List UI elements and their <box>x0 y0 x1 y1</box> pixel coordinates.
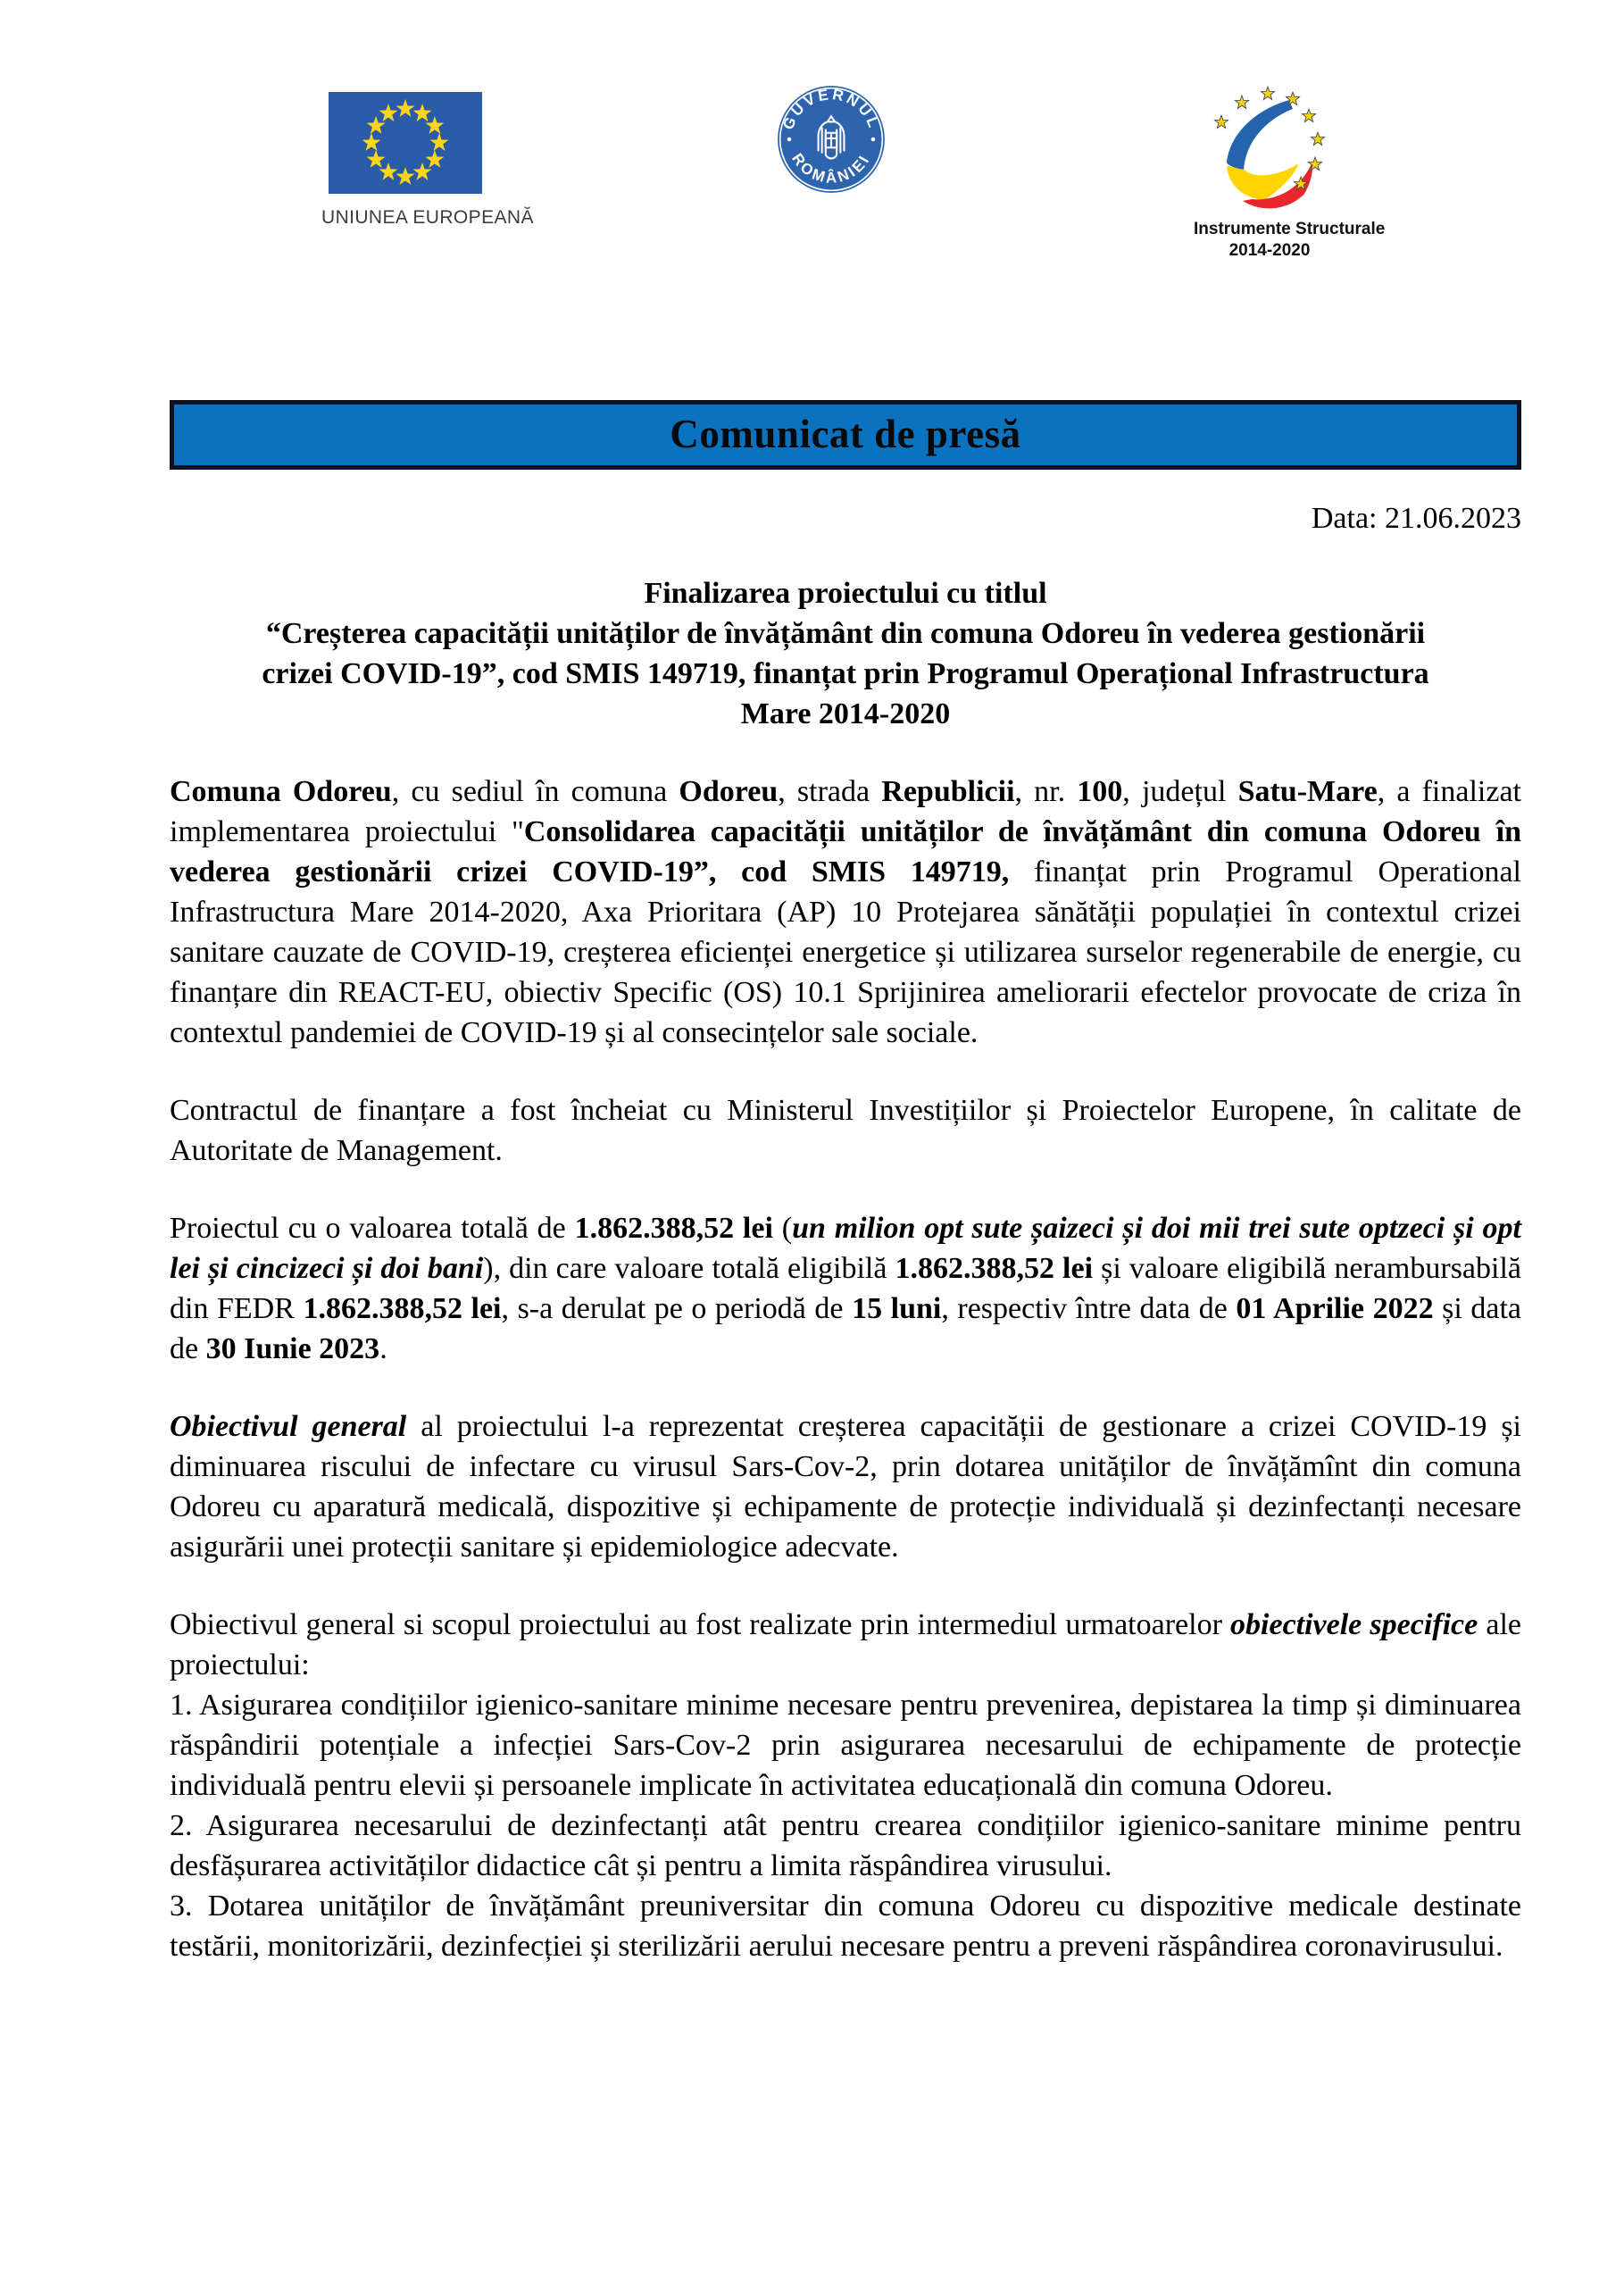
eu-flag-icon <box>329 92 482 194</box>
paragraph-contract: Contractul de finanțare a fost încheiat cu Ministerul Investițiilor și Proiectelor Europene, în calitate de Autoritate de Management. <box>170 1094 1521 1167</box>
structural-instruments-caption <box>1194 219 1386 262</box>
press-release-banner <box>170 400 1521 470</box>
document-title-line-2: “Creșterea capacității unităților de învățământ din comuna Odoreu în vederea gestionării <box>265 617 1426 650</box>
government-seal-logo <box>776 83 887 200</box>
structural-instruments-caption-line2: 2014-2020 <box>1228 240 1311 260</box>
structural-instruments-logo <box>1194 86 1386 262</box>
objective-item-2: 2. Asigurarea necesarului de dezinfectanți atât pentru crearea condițiilor igienico-sanitare minime pentru desfășurarea activităților didactice cât și pentru a limita răspândirea virusului. <box>170 1809 1521 1882</box>
banner-title: Comunicat de presă <box>670 412 1021 456</box>
document-title <box>170 573 1521 734</box>
objective-item-1: 1. Asigurarea condițiilor igienico-sanitare minime necesare pentru prevenirea, depistarea la timp și diminuarea răspândirii potențiale a infecției Sars-Cov-2 prin asigurarea necesarului de echipamente de protecție individuală pentru elevii și persoanele implicate în activitatea educațională din comuna Odoreu. <box>170 1689 1521 1802</box>
paragraph-general-objective: Obiectivul general al proiectului l-a reprezentat creșterea capacității de gestionare a crizei COVID-19 și diminuarea riscului de infectare cu virusul Sars-Cov-2, prin dotarea unităților de învățămînt din comuna Odoreu cu aparatură medicală, dispozitive și echipamente de protecție individuală și dezinfectanți necesare asigurării unei protecții sanitare și epidemiologice adecvate. <box>170 1410 1522 1564</box>
structural-instruments-caption-line1: Instrumente Structurale <box>1194 220 1386 238</box>
objective-item-3: 3. Dotarea unităților de învățământ preuniversitar din comuna Odoreu cu dispozitive medicale destinate testării, monitorizării, dezinfecției și sterilizării aerului necesare pentru a preveni răspândirea coronavirusului. <box>170 1890 1521 1963</box>
eu-flag-logo <box>321 92 534 229</box>
document-title-line-1: Finalizarea proiectului cu titlul <box>644 577 1047 610</box>
document-title-line-3: crizei COVID-19”, cod SMIS 149719, finanțat prin Programul Operațional Infrastructura <box>262 657 1429 690</box>
eu-flag-caption: UNIUNEA EUROPEANĂ <box>321 207 534 228</box>
document-title-line-4: Mare 2014-2020 <box>740 697 951 730</box>
paragraph-beneficiary: Comuna Odoreu, cu sediul în comuna Odoreu, strada Republicii, nr. 100, județul Satu-Mare, a finalizat implementarea proiectului "Consolidarea capacității unităților de învățământ din comuna Odoreu în vederea gestionării crizei COVID-19”, cod SMIS 149719, finanțat prin Programul Operational Infrastructura Mare 2014-2020, Axa Prioritara (AP) 10 Protejarea sănătății populației în contextul crizei sanitare cauzate de COVID-19, creșterea eficienței energetice și utilizarea surselor regenerabile de energie, cu finanțare din REACT-EU, obiectiv Specific (OS) 10.1 Sprijinirea ameliorarii efectelor provocate de criza în contextul pandemiei de COVID-19 și al consecințelor sale sociale. <box>170 775 1521 1049</box>
date-line: Data: 21.06.2023 <box>1311 502 1521 535</box>
paragraph-specific-objectives-intro: Obiectivul general si scopul proiectului au fost realizate prin intermediul urmatoarelor obiectivele specifice ale proiectului: <box>170 1608 1521 1681</box>
paragraph-value: Proiectul cu o valoarea totală de 1.862.388,52 lei (un milion opt sute șaizeci și doi mii trei sute optzeci și opt lei și cincizeci și doi bani), din care valoare totală eligibilă 1.862.388,52 lei și valoare eligibilă nerambursabilă din FEDR 1.862.388,52 lei, s-a derulat pe o periodă de 15 luni, respectiv între data de 01 Aprilie 2022 și data de 30 Iunie 2023. <box>170 1212 1521 1365</box>
document-content <box>0 400 1624 1966</box>
header-logos <box>0 0 1624 261</box>
government-seal-icon <box>776 83 887 196</box>
seal-arc-bottom-text: ROMÂNIEI <box>788 150 874 187</box>
structural-instruments-icon <box>1203 86 1337 211</box>
seal-arc-top-text: GUVERNUL <box>779 86 883 132</box>
